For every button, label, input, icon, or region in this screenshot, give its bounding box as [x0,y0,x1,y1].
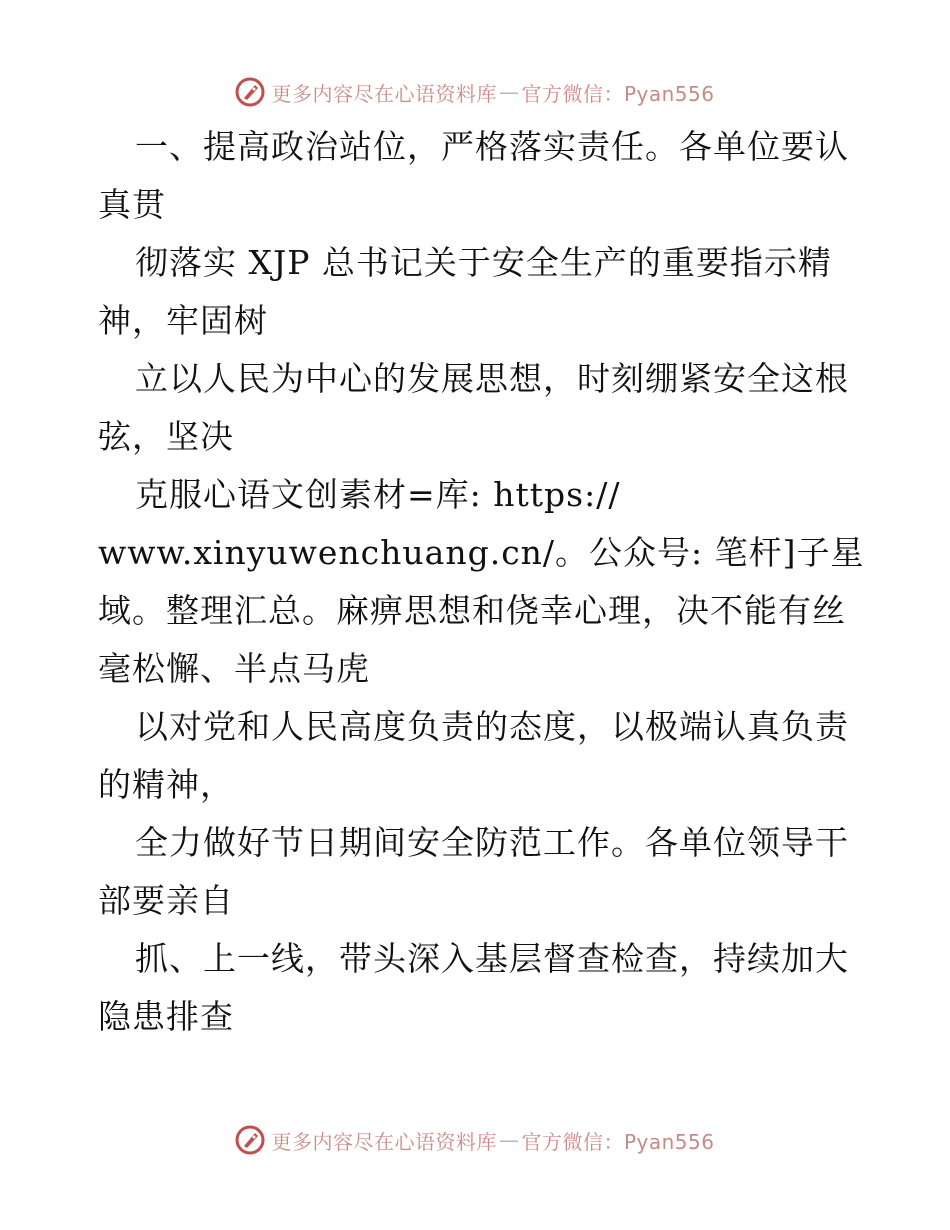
watermark-account: 官方微信：Pyan556 [521,1129,715,1154]
header-watermark [0,72,950,112]
body-line: 全力做好节日期间安全防范工作。各单位领导干 [135,823,849,862]
pen-nib-logo-icon [235,77,265,107]
body-line: 克服心语文创素材=库: https:// [135,475,621,514]
body-line: 立以人民为中心的发展思想，时刻绷紧安全这根 [135,359,849,398]
body-line: www.xinyuwenchuang.cn/。公众号: 笔杆]子星 [98,533,865,572]
body-line: 部要亲自 [98,881,234,920]
body-line: 一、提高政治站位，严格落实责任。各单位要认 [135,127,849,166]
body-line: 真贯 [98,185,166,224]
document-body [98,118,865,1046]
watermark-separator: — [498,80,520,104]
body-line: 以对党和人民高度负责的态度，以极端认真负责 [135,707,849,746]
body-line: 域。整理汇总。麻痹思想和侥幸心理，决不能有丝 [98,591,846,630]
watermark-text: 更多内容尽在心语资料库 [271,81,497,106]
body-line: 神，牢固树 [98,301,268,340]
body-line: 隐患排查 [98,997,234,1036]
watermark-text: 更多内容尽在心语资料库 [271,1129,497,1154]
body-line: 的精神， [98,765,234,804]
body-line: 抓、上一线，带头深入基层督查检查，持续加大 [135,939,849,978]
footer-watermark [0,1120,950,1160]
body-line: 弦，坚决 [98,417,234,456]
watermark-account: 官方微信：Pyan556 [521,81,715,106]
pen-nib-logo-icon [235,1125,265,1155]
watermark-separator: — [498,1128,520,1152]
body-line: 毫松懈、半点马虎 [98,649,370,688]
body-line: 彻落实 XJP 总书记关于安全生产的重要指示精 [135,243,832,282]
